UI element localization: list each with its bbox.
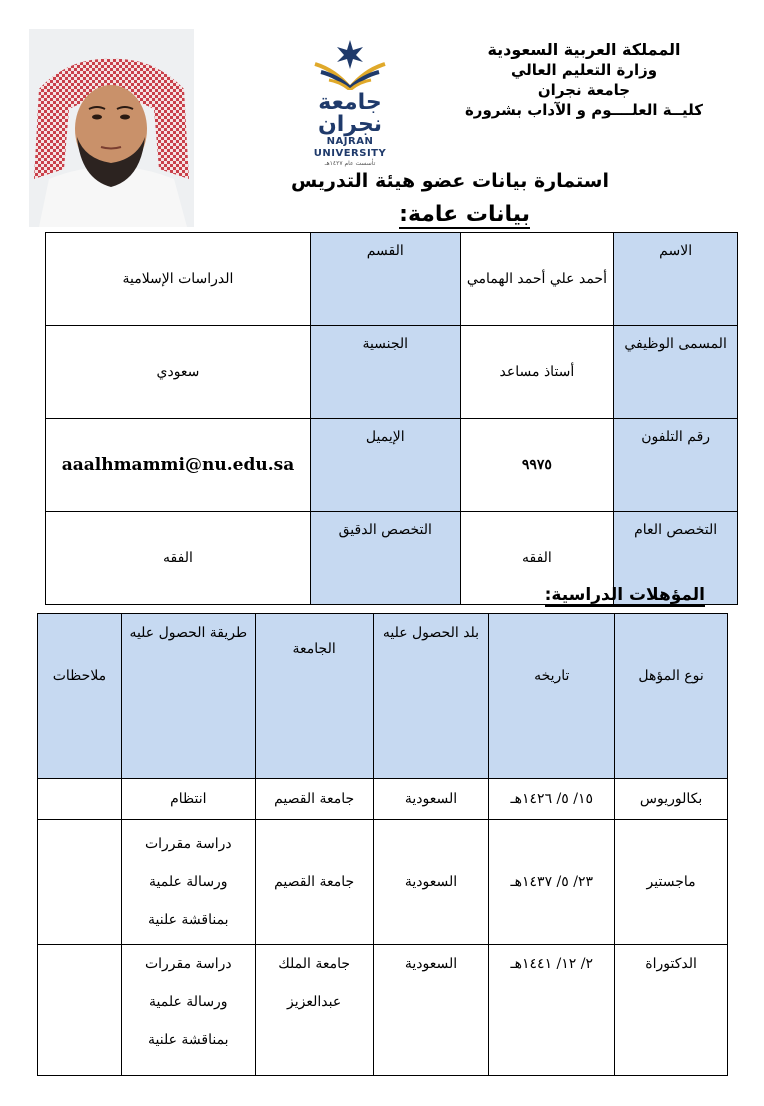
qualification-university: جامعة القصيم (255, 779, 373, 820)
phone-value: ٩٩٧٥ (460, 419, 614, 512)
column-header: الجامعة (255, 614, 373, 779)
header-ministry: وزارة التعليم العالي (510, 61, 658, 79)
table-row (46, 233, 738, 326)
nationality-value: سعودي (46, 326, 311, 419)
sub-specialty-value: الفقه (46, 512, 311, 605)
table-row (38, 820, 728, 945)
header-college: كليــة العلــــوم و الآداب بشرورة (464, 101, 704, 119)
qualification-notes (38, 945, 122, 1076)
qualification-notes (38, 820, 122, 945)
column-header: بلد الحصول عليه (373, 614, 489, 779)
table-row (46, 419, 738, 512)
general-specialty-value: الفقه (460, 512, 614, 605)
qualification-type: بكالوريوس (615, 779, 728, 820)
table-header-row (38, 614, 728, 779)
department-label: القسم (310, 233, 460, 326)
logo-english-name: NAJRAN UNIVERSITY (313, 136, 387, 159)
qualifications-section-title (544, 582, 705, 608)
qualification-university: جامعة الملك عبدالعزيز (255, 945, 373, 1076)
qualification-date: ١٥/ ٥/ ١٤٢٦هـ (489, 779, 615, 820)
logo-arabic-name: جامعة نجران (317, 90, 383, 137)
job-title-label: المسمى الوظيفي (614, 326, 738, 419)
qualification-method: دراسة مقررات ورسالة علمية بمناقشة علنية (121, 820, 255, 945)
phone-label: رقم التلفون (614, 419, 738, 512)
logo-established: تأسست عام ١٤٢٧هـ (324, 160, 376, 167)
qualification-date: ٢/ ١٢/ ١٤٤١هـ (489, 945, 615, 1076)
general-info-table (45, 232, 738, 605)
institution-header (444, 40, 724, 120)
job-title-value: أستاذ مساعد (460, 326, 614, 419)
qualification-type: الدكتوراة (615, 945, 728, 1076)
column-header: ملاحظات (38, 614, 122, 779)
logo-emblem-icon (305, 38, 395, 90)
column-header: تاريخه (489, 614, 615, 779)
qualification-country: السعودية (373, 779, 489, 820)
column-header: طريقة الحصول عليه (121, 614, 255, 779)
general-specialty-label: التخصص العام (614, 512, 738, 605)
table-row (38, 779, 728, 820)
table-row (46, 326, 738, 419)
university-logo (290, 38, 410, 167)
qualification-notes (38, 779, 122, 820)
name-label: الاسم (614, 233, 738, 326)
email-label: الإيميل (310, 419, 460, 512)
sub-specialty-label: التخصص الدقيق (310, 512, 460, 605)
form-title: استمارة بيانات عضو هيئة التدريس (291, 170, 609, 192)
nationality-label: الجنسية (310, 326, 460, 419)
qualification-country: السعودية (373, 945, 489, 1076)
table-row (38, 945, 728, 1076)
qualifications-section-title-text: المؤهلات الدراسية: (544, 585, 705, 605)
qualification-method: انتظام (121, 779, 255, 820)
qualification-university: جامعة القصيم (255, 820, 373, 945)
email-value[interactable]: aaalhmammi@nu.edu.sa (46, 419, 311, 512)
faculty-photo (29, 29, 194, 227)
portrait-image (29, 29, 194, 227)
department-value: الدراسات الإسلامية (46, 233, 311, 326)
name-value: أحمد علي أحمد الهمامي (460, 233, 614, 326)
qualifications-table (37, 613, 728, 1076)
qualification-date: ٢٣/ ٥/ ١٤٣٧هـ (489, 820, 615, 945)
qualification-country: السعودية (373, 820, 489, 945)
header-kingdom: المملكة العربية السعودية (487, 40, 681, 59)
column-header: نوع المؤهل (615, 614, 728, 779)
general-section-title (400, 200, 530, 230)
general-section-title-text: بيانات عامة: (399, 202, 530, 227)
qualification-type: ماجستير (615, 820, 728, 945)
header-university: جامعة نجران (537, 81, 631, 99)
qualification-method: دراسة مقررات ورسالة علمية بمناقشة علنية (121, 945, 255, 1076)
